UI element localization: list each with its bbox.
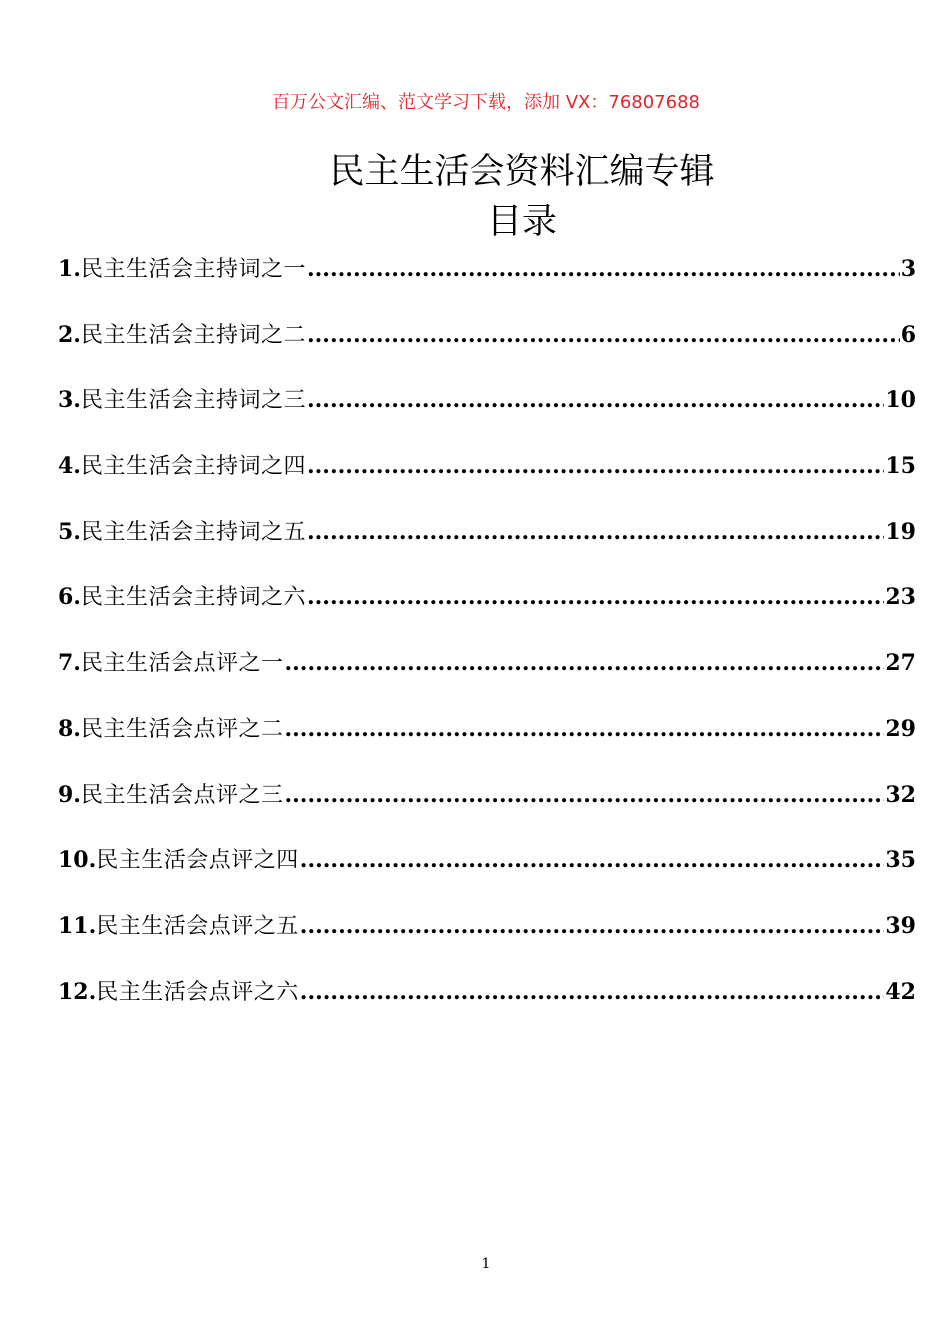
toc-entry-page: 6 [900, 321, 916, 348]
document-title: 民主生活会资料汇编专辑 [329, 152, 715, 192]
toc-dot-leader [284, 716, 884, 742]
toc-dot-leader [307, 453, 884, 479]
toc-entry-label: 民主生活会主持词之一 [80, 257, 306, 282]
toc-dot-leader [300, 847, 885, 873]
toc-entry-number: 8. [58, 715, 81, 742]
table-of-contents [58, 252, 916, 1040]
toc-entry-label: 民主生活会点评之五 [96, 913, 299, 939]
toc-entry[interactable] [58, 252, 916, 318]
toc-entry[interactable] [58, 909, 916, 975]
toc-entry-page: 10 [885, 387, 916, 414]
toc-heading: 目录 [486, 202, 557, 242]
toc-entry[interactable] [58, 318, 916, 384]
toc-entry-number: 6. [58, 584, 81, 611]
toc-entry-number: 11. [58, 912, 97, 939]
toc-entry-label: 民主生活会主持词之四 [80, 454, 306, 480]
toc-entry-label: 民主生活会点评之二 [80, 716, 284, 742]
toc-entry[interactable] [58, 646, 916, 712]
toc-dot-leader [307, 519, 884, 545]
toc-entry-number: 12. [58, 978, 97, 1005]
toc-entry-page: 15 [885, 453, 916, 480]
toc-entry-number: 2. [58, 321, 81, 348]
toc-dot-leader [284, 650, 884, 676]
toc-entry-label: 民主生活会主持词之六 [80, 585, 306, 611]
toc-entry-page: 35 [885, 847, 916, 874]
toc-entry-label: 民主生活会点评之一 [80, 651, 284, 677]
page-number: 1 [481, 1256, 491, 1272]
toc-entry-page: 42 [885, 978, 916, 1005]
toc-entry-number: 3. [58, 387, 81, 414]
toc-entry-page: 19 [885, 518, 916, 545]
toc-entry-number: 9. [58, 781, 81, 808]
header-note: 百万公文汇编、范文学习下载，添加 VX：76807688 [272, 92, 700, 113]
toc-dot-leader [307, 387, 884, 413]
toc-entry-label: 民主生活会点评之六 [96, 979, 299, 1005]
toc-entry-number: 10. [58, 847, 97, 874]
toc-entry-label: 民主生活会主持词之五 [80, 519, 306, 545]
toc-entry-label: 民主生活会点评之三 [80, 782, 284, 808]
toc-dot-leader [307, 256, 900, 282]
toc-entry-label: 民主生活会主持词之二 [80, 322, 306, 348]
toc-entry-page: 27 [885, 650, 916, 677]
toc-entry[interactable] [58, 383, 916, 449]
toc-entry[interactable] [58, 843, 916, 909]
toc-dot-leader [307, 584, 884, 610]
toc-entry-number: 5. [58, 518, 81, 545]
toc-entry[interactable] [58, 580, 916, 646]
toc-dot-leader [284, 782, 884, 808]
toc-entry-label: 民主生活会主持词之三 [80, 388, 306, 414]
toc-entry-label: 民主生活会点评之四 [96, 848, 299, 874]
toc-dot-leader [300, 979, 885, 1005]
toc-entry[interactable] [58, 712, 916, 778]
toc-entry[interactable] [58, 778, 916, 844]
toc-entry-number: 1. [58, 256, 81, 282]
toc-entry-page: 3 [900, 256, 916, 282]
toc-entry-page: 23 [885, 584, 916, 611]
toc-dot-leader [300, 913, 885, 939]
toc-entry-number: 4. [58, 453, 81, 480]
toc-entry[interactable] [58, 975, 916, 1041]
toc-entry[interactable] [58, 515, 916, 581]
toc-entry-page: 29 [885, 715, 916, 742]
toc-entry-page: 32 [885, 781, 916, 808]
toc-entry-page: 39 [885, 912, 916, 939]
toc-dot-leader [307, 322, 900, 348]
toc-entry[interactable] [58, 449, 916, 515]
toc-entry-number: 7. [58, 650, 81, 677]
